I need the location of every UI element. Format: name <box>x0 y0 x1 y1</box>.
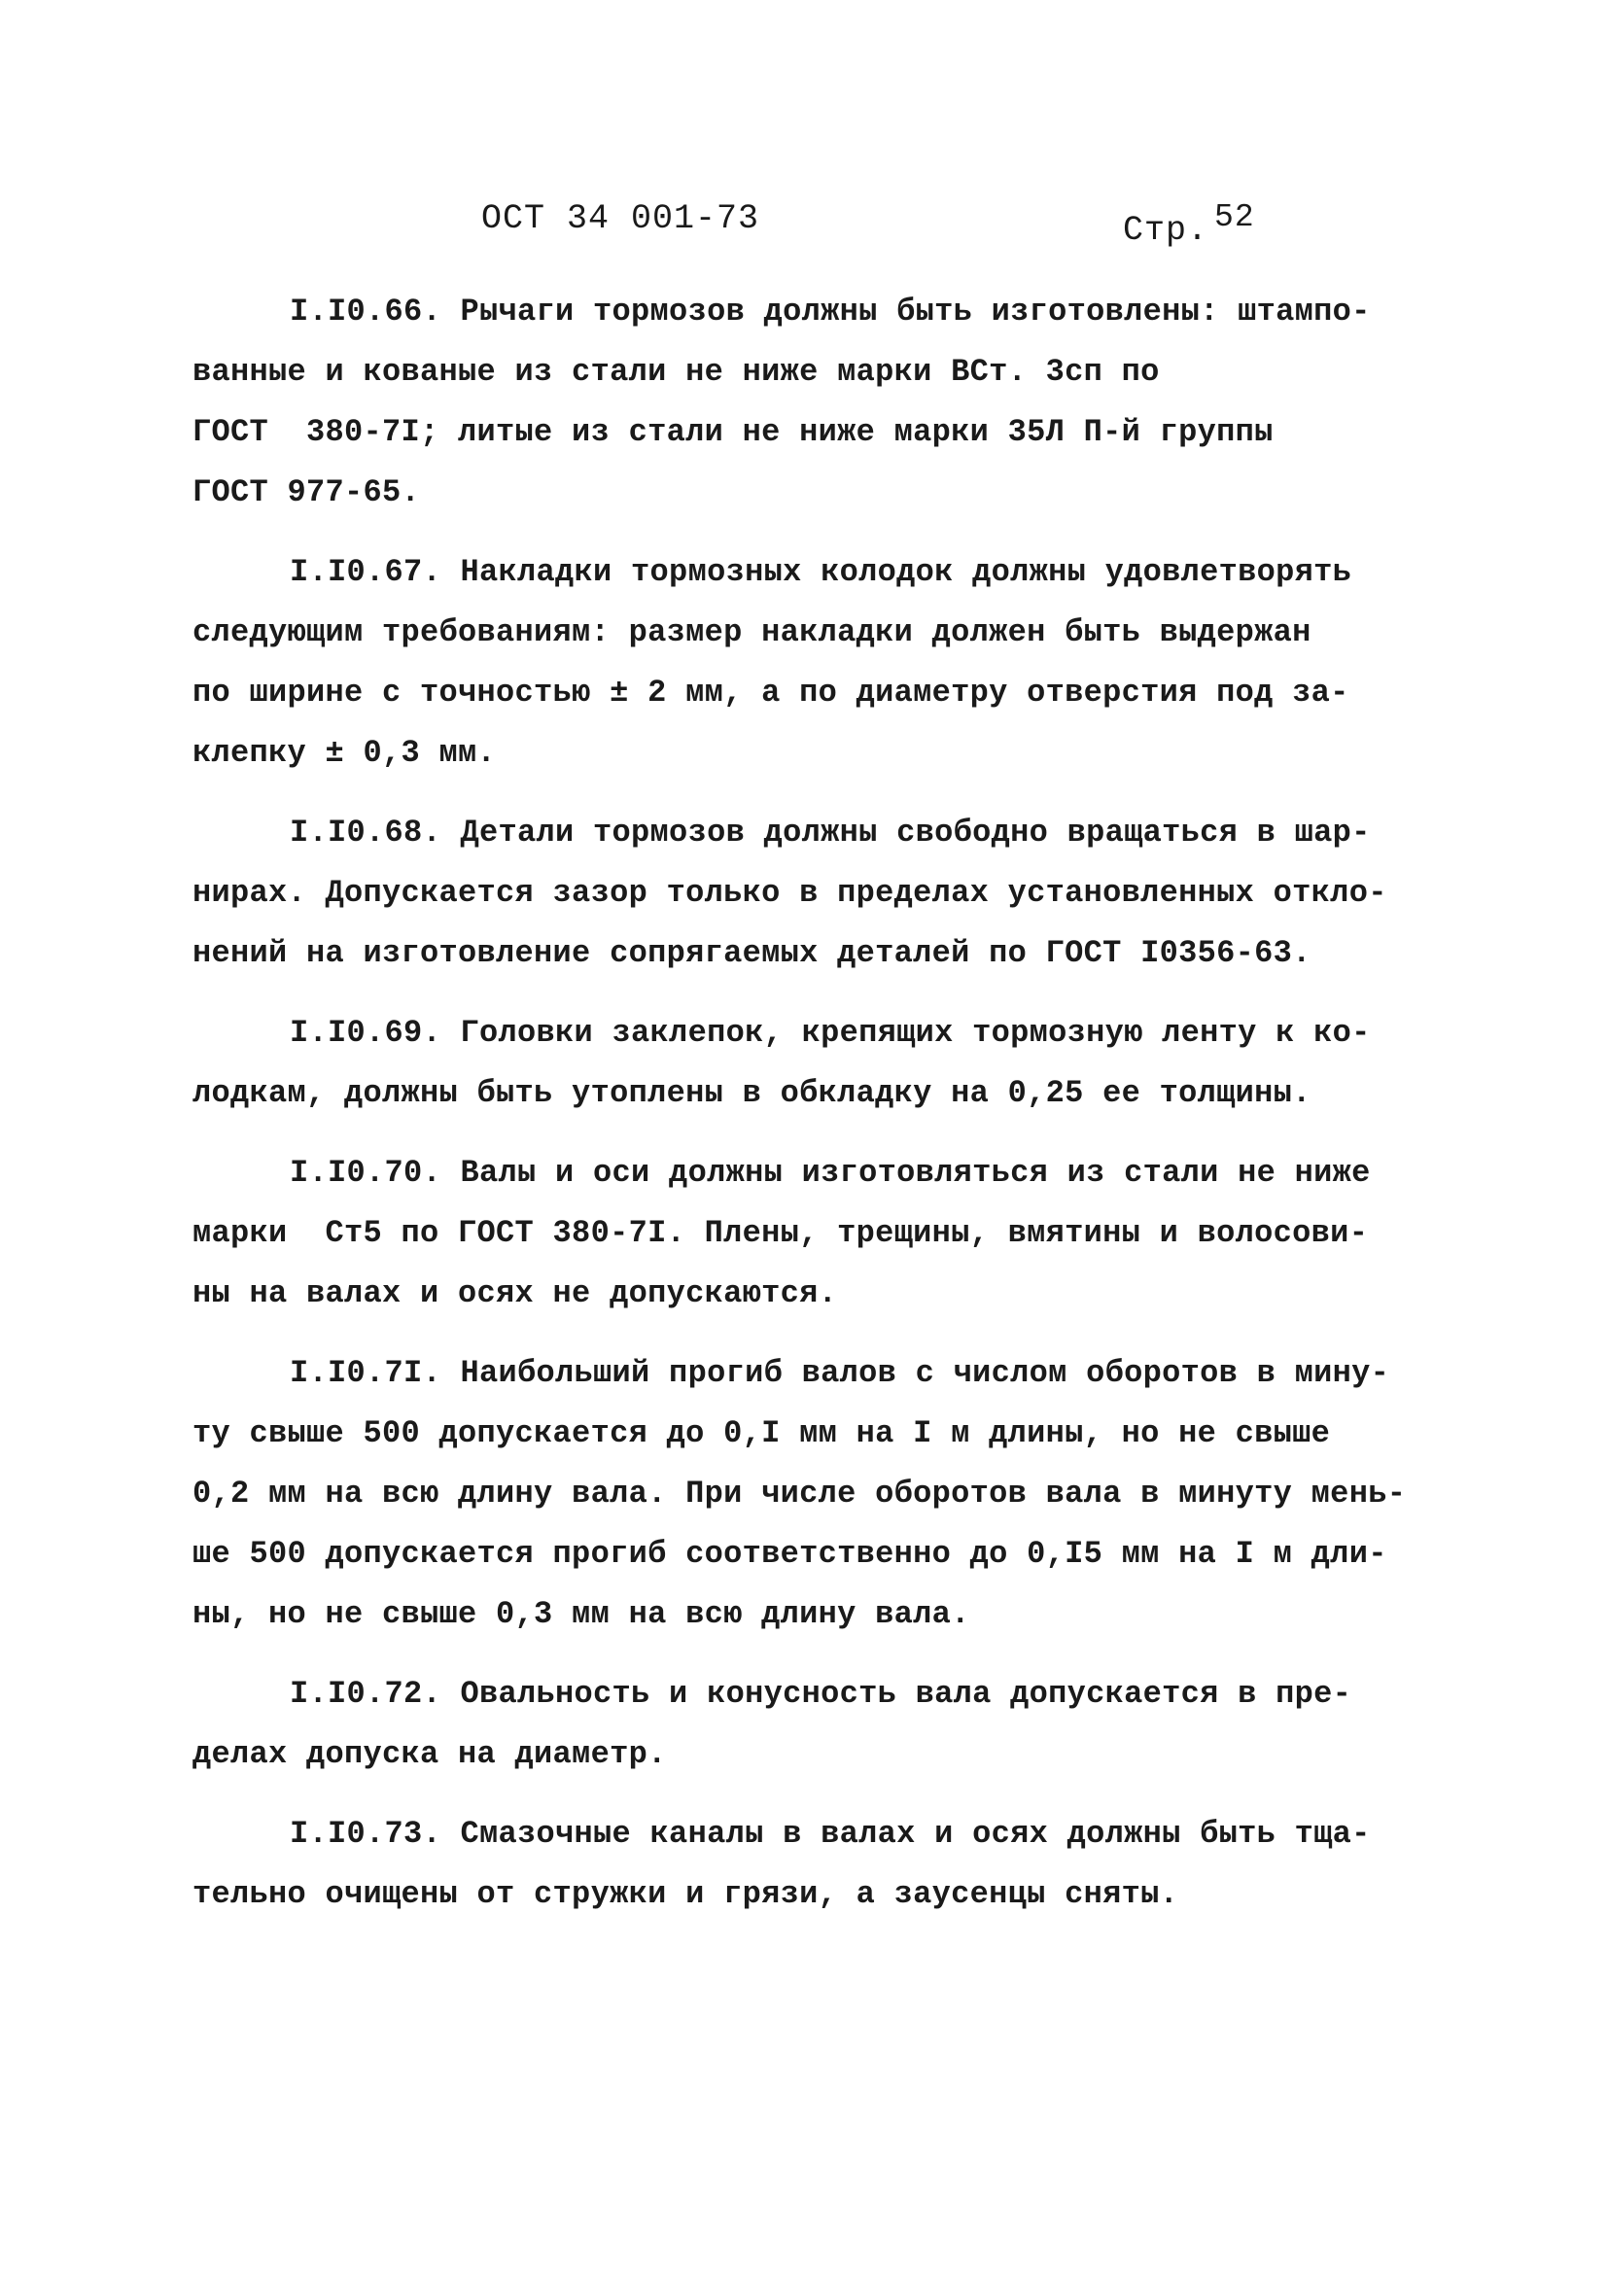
text-line: лодкам, должны быть утоплены в обкладку на 0,25 ее толщины. <box>192 1075 1311 1111</box>
text-line: делах допуска на диаметр. <box>192 1736 667 1772</box>
text-line: ше 500 допускается прогиб соответственно до 0,I5 мм на I м дли- <box>192 1536 1387 1572</box>
text-line: ту свыше 500 допускается до 0,I мм на I м длины, но не свыше <box>192 1415 1331 1451</box>
page-number: 52 <box>1214 199 1255 235</box>
text-line: I.I0.72. Овальность и конусность вала допускается в пре- <box>290 1676 1352 1712</box>
text-line: I.I0.69. Головки заклепок, крепящих тормозную ленту к ко- <box>290 1015 1371 1051</box>
clause-1-10-70 <box>192 1143 1417 1324</box>
text-line: тельно очищены от стружки и грязи, а заусенцы сняты. <box>192 1876 1179 1912</box>
text-line: I.I0.70. Валы и оси должны изготовляться из стали не ниже <box>290 1155 1371 1191</box>
document-body <box>192 282 1417 1944</box>
text-line: клепку ± 0,3 мм. <box>192 735 497 771</box>
clause-1-10-66 <box>192 282 1417 523</box>
text-line: I.I0.66. Рычаги тормозов должны быть изготовлены: штампо- <box>290 294 1371 330</box>
clause-1-10-73 <box>192 1804 1417 1925</box>
text-line: ванные и кованые из стали не ниже марки ВСт. 3сп по <box>192 354 1160 390</box>
clause-1-10-67 <box>192 542 1417 783</box>
text-line: ны, но не свыше 0,3 мм на всю длину вала. <box>192 1596 970 1632</box>
clause-1-10-68 <box>192 803 1417 984</box>
text-line: ГОСТ 380-7I; литые из стали не ниже марки 35Л П-й группы <box>192 414 1274 450</box>
text-line: по ширине с точностью ± 2 мм, а по диаметру отверстия под за- <box>192 675 1349 711</box>
text-line: 0,2 мм на всю длину вала. При числе оборотов вала в минуту мень- <box>192 1476 1407 1512</box>
clause-1-10-69 <box>192 1003 1417 1124</box>
clause-1-10-71 <box>192 1343 1417 1645</box>
text-line: I.I0.68. Детали тормозов должны свободно вращаться в шар- <box>290 815 1371 851</box>
text-line: ны на валах и осях не допускаются. <box>192 1275 838 1311</box>
page-number-label <box>1123 199 1255 250</box>
text-line: нирах. Допускается зазор только в пределах установленных откло- <box>192 875 1387 911</box>
text-line: марки Ст5 по ГОСТ 380-7I. Плены, трещины, вмятины и волосови- <box>192 1215 1369 1251</box>
text-line: нений на изготовление сопрягаемых деталей по ГОСТ I0356-63. <box>192 935 1311 971</box>
clause-1-10-72 <box>192 1664 1417 1785</box>
text-line: I.I0.7I. Наибольший прогиб валов с числом оборотов в мину- <box>290 1355 1390 1391</box>
text-line: следующим требованиям: размер накладки должен быть выдержан <box>192 614 1311 650</box>
text-line: I.I0.67. Накладки тормозных колодок должны удовлетворять <box>290 554 1352 590</box>
page-header <box>481 199 1259 248</box>
page-label: Стр. <box>1123 211 1209 250</box>
text-line: I.I0.73. Смазочные каналы в валах и осях должны быть тща- <box>290 1816 1371 1852</box>
document-id: ОСТ 34 001-73 <box>481 199 760 238</box>
text-line: ГОСТ 977-65. <box>192 474 421 510</box>
